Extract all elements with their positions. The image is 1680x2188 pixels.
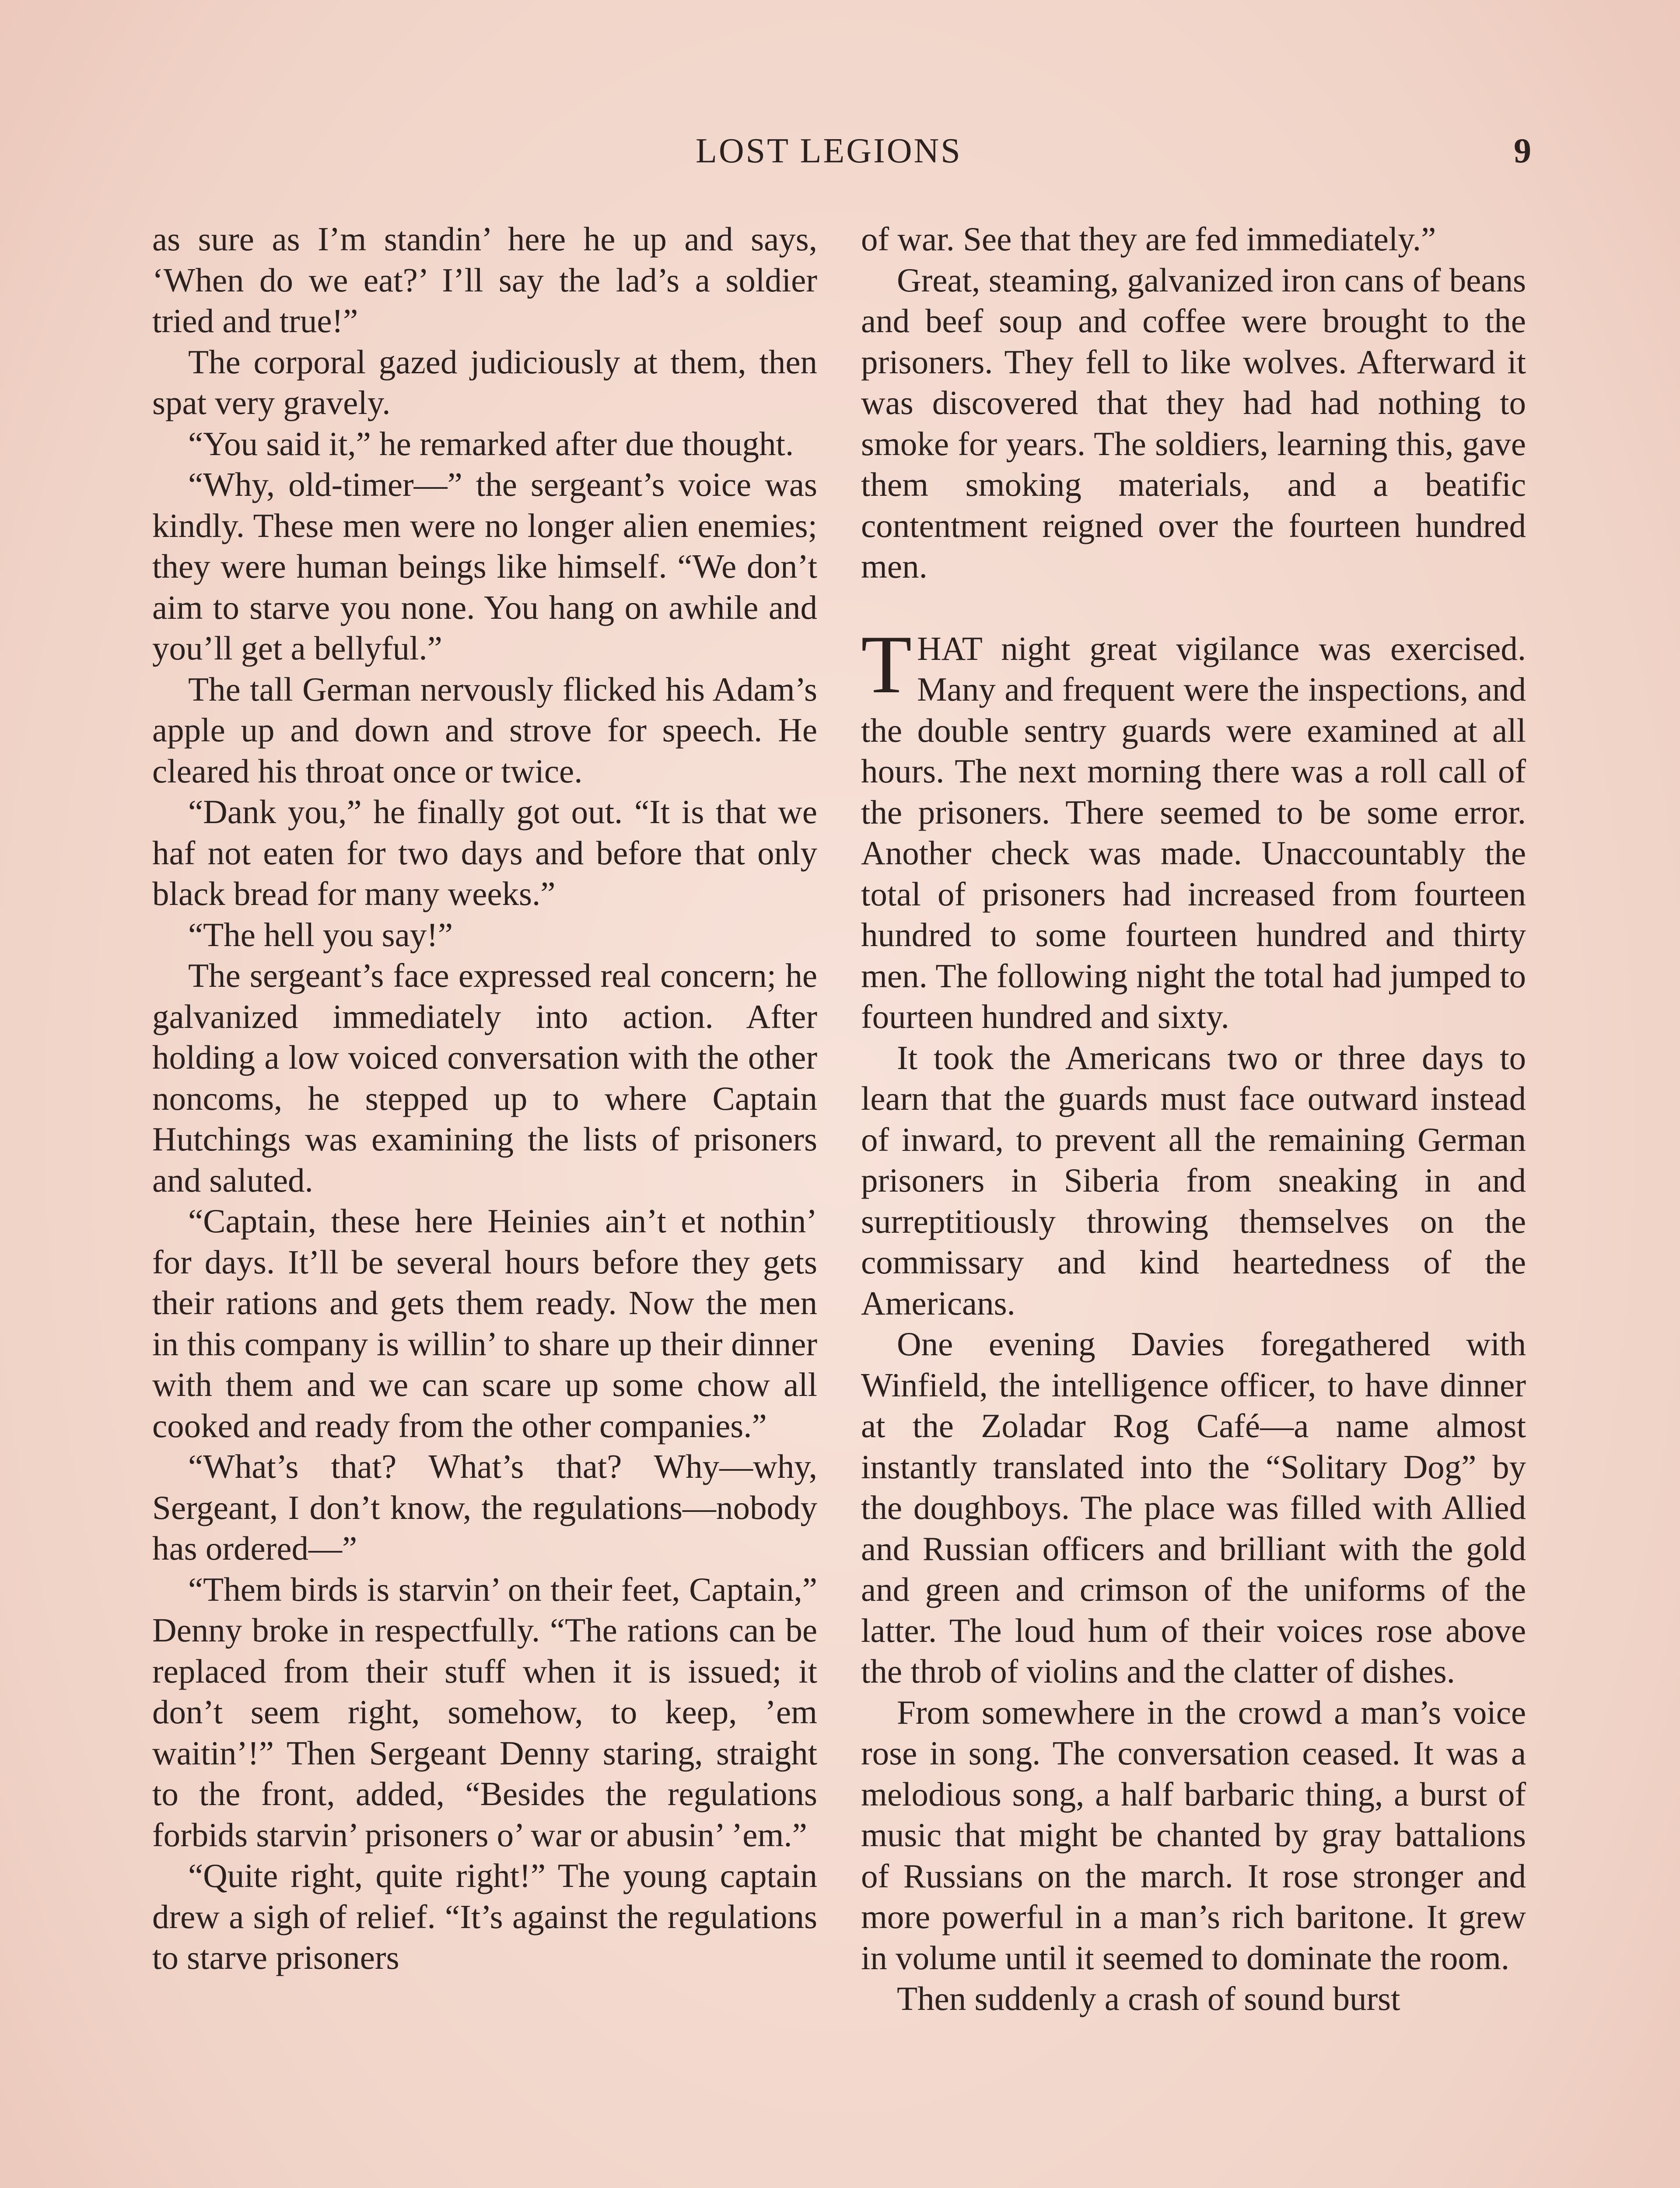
paragraph: “Why, old-timer—” the sergeant’s voice was kindly. These men were no longer alien enemies; they were human beings like himself. “We don’t aim to starve you none. You hang on awhile and you’ll get a bellyful.” [152,466,817,667]
left-column [152,219,817,1978]
paragraph: “The hell you say!” [188,915,453,954]
paragraph: “Them birds is starvin’ on their feet, Captain,” Denny broke in respectfully. “The rations can be replaced from their stuff when it is issued; it don’t seem right, somehow, to keep, ’em waitin’!” Then Sergeant Denny staring, straight to the front, added, “Besides the regulations forbids starvin’ prisoners o’ war or abusin’ ’em.” [152,1570,817,1854]
paragraph: One evening Davies foregathered with Winfield, the intelligence officer, to have dinner at the Zoladar Rog Café—a name almost instantly translated into the “Solitary Dog” by the doughboys. The place was filled with Allied and Russian officers and brilliant with the gold and green and crimson of the uniforms of the latter. The loud hum of their voices rose above the throb of violins and the clatter of dishes. [861,1325,1526,1690]
paragraph: “What’s that? What’s that? Why—why, Sergeant, I don’t know, the regulations—nobody has ordered—” [152,1448,817,1567]
paragraph: of war. See that they are fed immediately.” [861,220,1436,258]
right-column [861,219,1526,2020]
paragraph: “Quite right, quite right!” The young captain drew a sigh of relief. “It’s against the regulations to starve prisoners [152,1857,817,1976]
paragraph: as sure as I’m standin’ here he up and says, ‘When do we eat?’ I’ll say the lad’s a soldier tried and true!” [152,220,817,340]
paragraph: From somewhere in the crowd a man’s voice rose in song. The conversation ceased. It was a melodious song, a half barbaric thing, a burst of music that might be chanted by gray battalions of Russians on the march. It rose stronger and more powerful in a man’s rich baritone. It grew in volume until it seemed to dominate the room. [861,1693,1526,1977]
paragraph: The corporal gazed judiciously at them, then spat very gravely. [152,343,817,421]
paragraph: The tall German nervously flicked his Adam’s apple up and down and strove for speech. He cleared his throat once or twice. [152,670,817,790]
paragraph: The sergeant’s face expressed real concern; he galvanized immediately into action. After holding a low voiced conversation with the other noncoms, he stepped up to where Captain Hutchings was examining the lists of prisoners and saluted. [152,957,817,1199]
paragraph: “You said it,” he remarked after due thought. [188,424,794,463]
drop-cap: T [861,618,912,711]
paragraph: “Dank you,” he finally got out. “It is that we haf not eaten for two days and before that only black bread for many weeks.” [152,793,817,912]
paragraph: Great, steaming, galvanized iron cans of beans and beef soup and coffee were brought to the prisoners. They fell to like wolves. Afterward it was discovered that they had had nothing to smoke for years. The soldiers, learning this, gave them smoking materials, and a beatific contentment reigned over the fourteen hundred men. [861,261,1526,585]
paragraph: It took the Americans two or three days to learn that the guards must face outward instead of inward, to prevent all the remaining German prisoners in Siberia from sneaking in and surreptitiously throwing themselves on the commissary and kind heartedness of the Americans. [861,1038,1526,1322]
paragraph: “Captain, these here Heinies ain’t et nothin’ for days. It’ll be several hours before they gets their rations and gets them ready. Now the men in this company is willin’ to share up their dinner with them and we can scare up some chow all cooked and ready from the other companies.” [152,1202,817,1445]
section-opening-text: HAT night great vigilance was exercised. Many and frequent were the inspections, and the double sentry guards were examined at all hours. The next morning there was a roll call of the prisoners. There seemed to be some error. Another check was made. Unaccountably the total of prisoners had increased from fourteen hundred to some fourteen hundred and thirty men. The following night the total had jumped to fourteen hundred and sixty. [861,629,1526,1035]
section-opening-paragraph [861,618,1526,1038]
page-number: 9 [1514,132,1531,170]
paragraph: Then suddenly a crash of sound burst [897,1980,1400,2017]
running-head: LOST LEGIONS [696,132,962,170]
